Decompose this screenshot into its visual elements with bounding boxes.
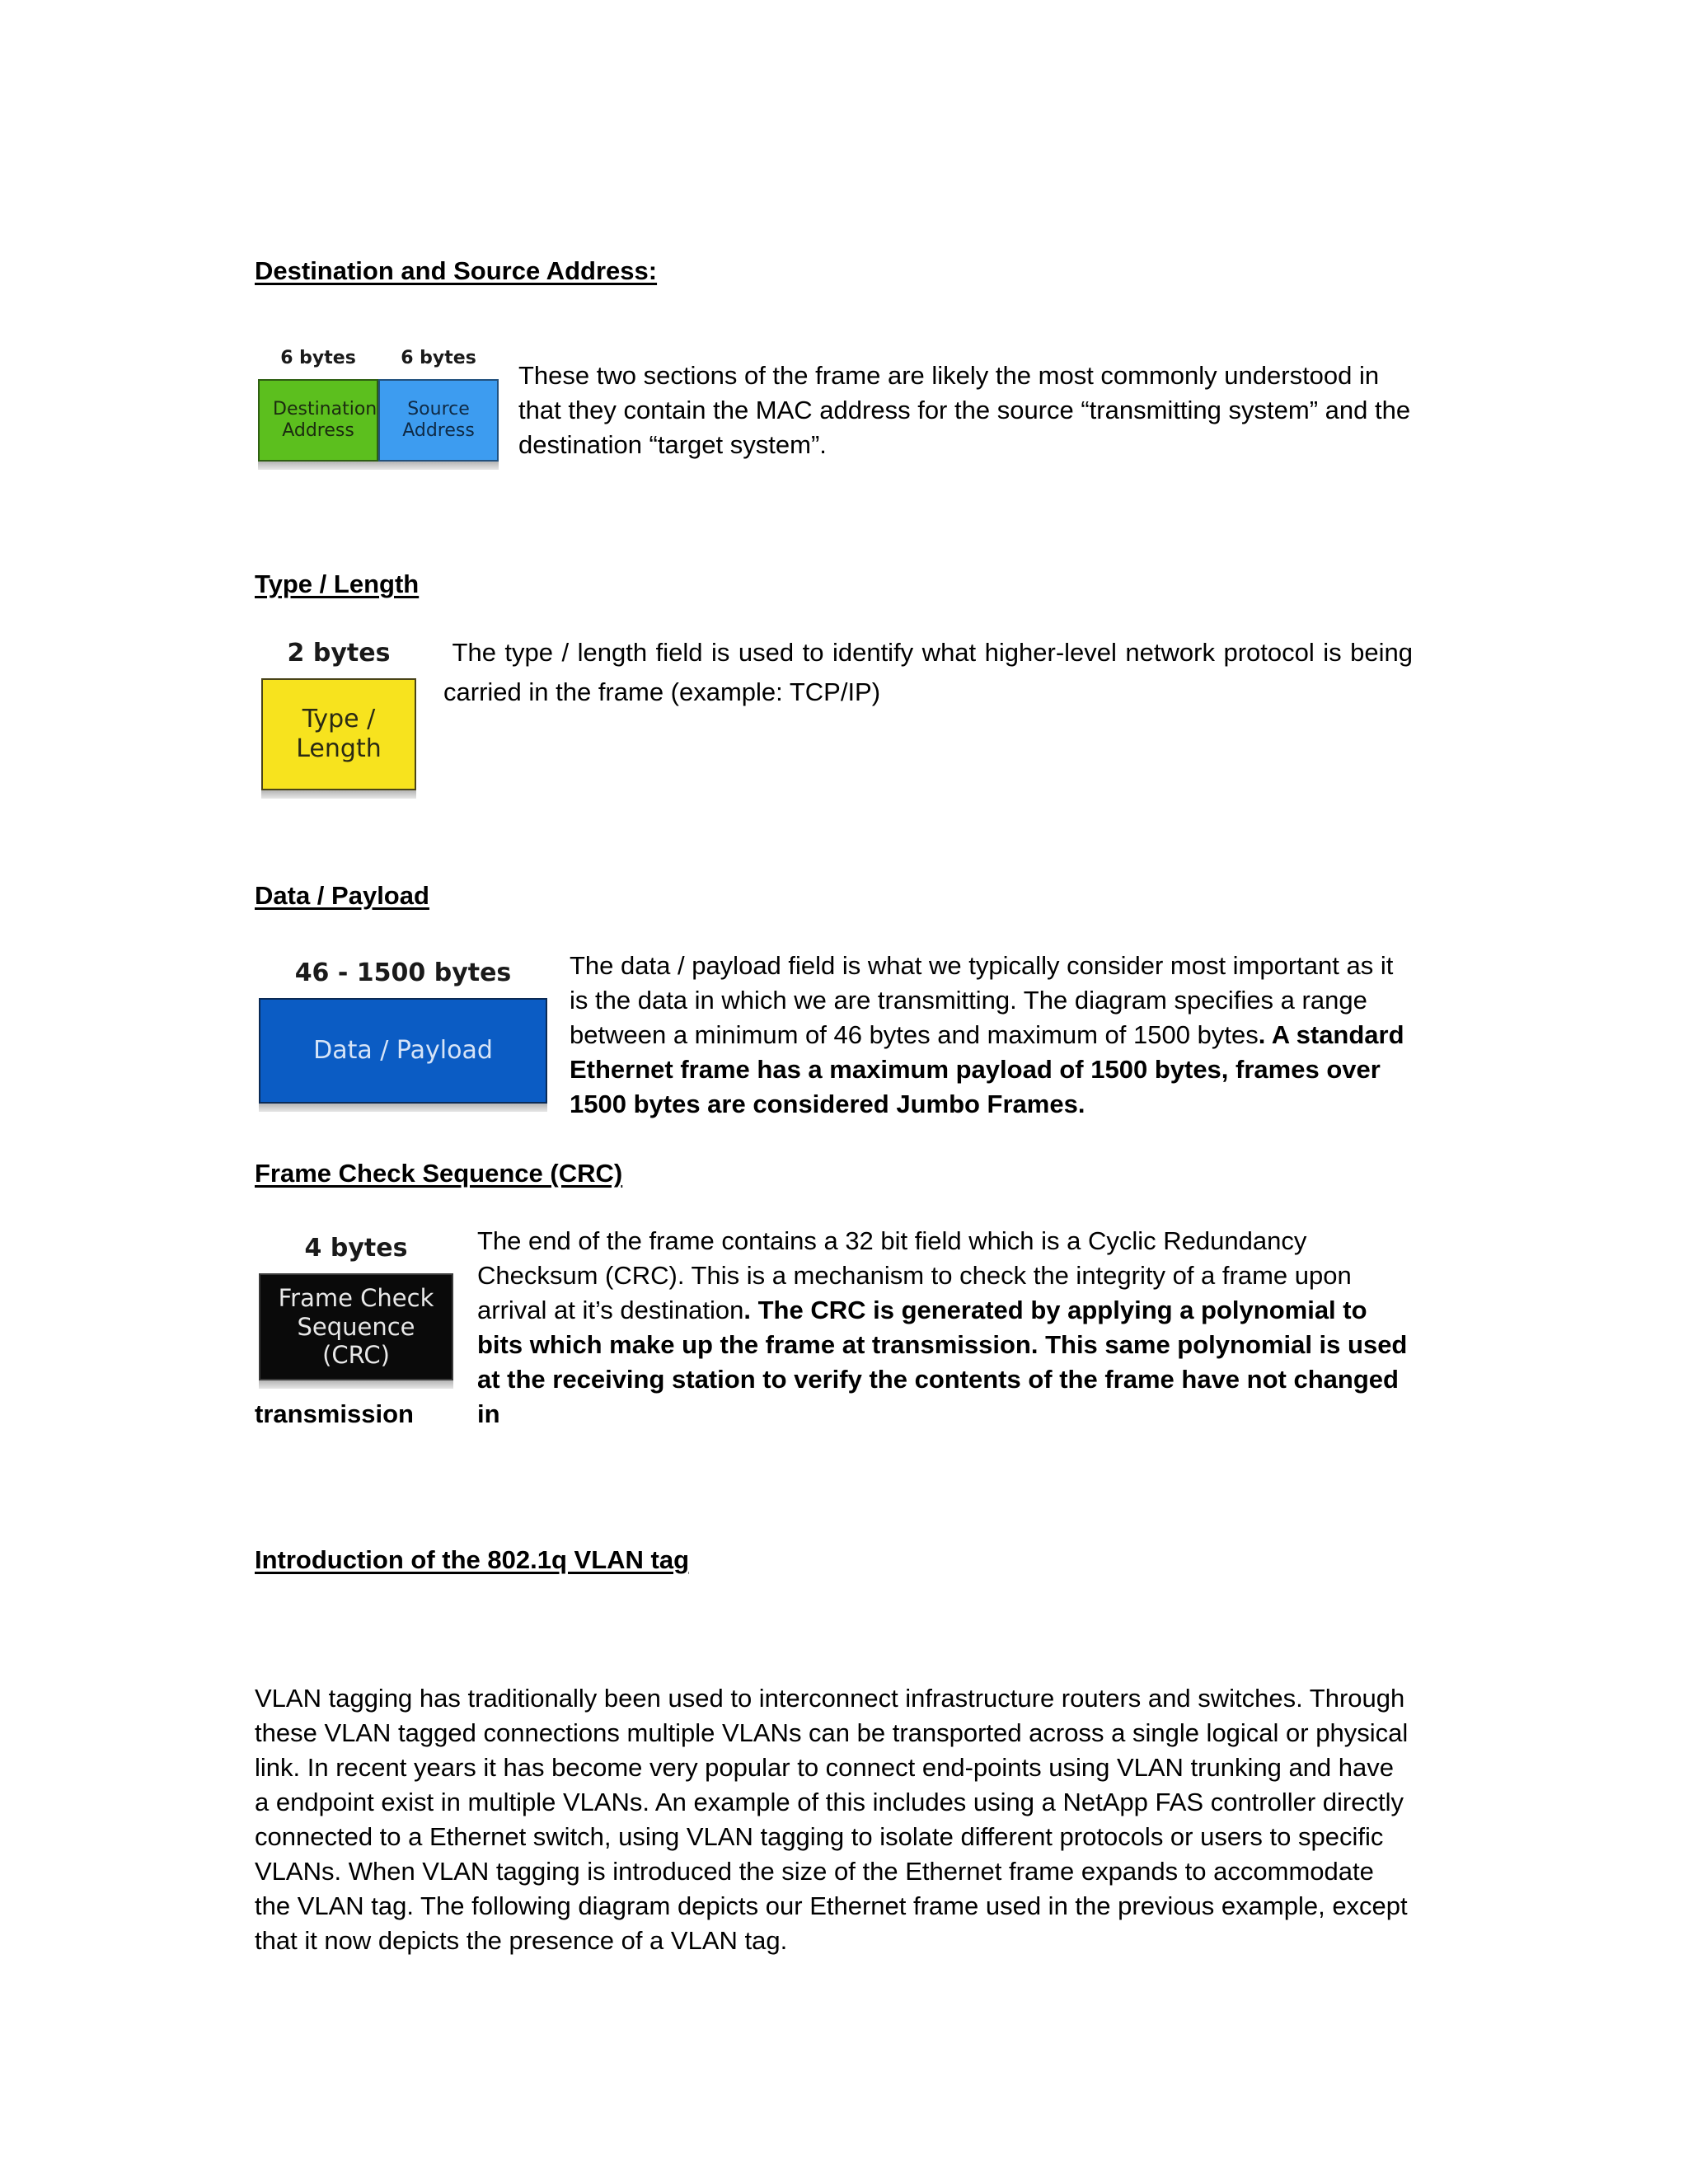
address-figure-shadow [258,462,499,470]
type-length-box [261,678,416,790]
heading-crc: Frame Check Sequence (CRC) [255,1159,623,1188]
type-length-bytes-label: 2 bytes [287,639,391,668]
payload-box [259,998,547,1104]
crc-bytes-label: 4 bytes [304,1234,408,1263]
destination-address-label: Destination Address [273,398,377,441]
destination-address-box [258,379,378,462]
type-length-figure [261,639,416,804]
source-address-label: Source Address [402,398,475,441]
heading-payload: Data / Payload [255,881,429,910]
payload-description-bold: . A standard Ethernet frame has a maximum payload of 1500 bytes, frames over 1500 bytes are considered Jumbo Frames. [570,1020,1404,1118]
type-length-description-text: The type / length field is used to identify what higher-level network protocol is being carried in the frame (example: TCP/IP) [443,638,1413,706]
source-address-box [378,379,499,462]
type-length-description [443,633,1413,712]
crc-description-bold: . The CRC is generated by applying a polynomial to bits which make up the frame at transmission. This same polynomial is used at the receiving station to verify the contents of the frame have not changed in [477,1296,1408,1428]
payload-description [570,949,1413,1122]
payload-box-label: Data / Payload [313,1036,493,1065]
heading-vlan: Introduction of the 802.1q VLAN tag [255,1545,690,1574]
address-description: These two sections of the frame are likely the most commonly understood in that they contain the MAC address for the source “transmitting system” and the destination “target system”. [518,361,1411,459]
crc-description-normal: The end of the frame contains a 32 bit field which is a Cyclic Redundancy Checksum (CRC). This is a mechanism to check the integrity of a frame upon arrival at it’s destination [477,1226,1352,1324]
crc-description [477,1224,1413,1432]
dest-bytes-label: 6 bytes [280,348,356,368]
payload-bytes-label: 46 - 1500 bytes [294,958,512,987]
type-length-figure-shadow [261,790,416,799]
type-length-box-label: Type / Length [296,705,382,763]
heading-address: Destination and Source Address: [255,256,658,285]
crc-figure [259,1234,453,1390]
heading-type-length: Type / Length [255,569,420,598]
address-figure [258,346,499,470]
crc-figure-shadow [259,1380,453,1389]
payload-description-normal: The data / payload field is what we typically consider most important as it is the data in which we are transmitting. The diagram specifies a range between a minimum of 46 bytes and maximum of 1500 bytes [570,951,1394,1049]
crc-box [259,1273,453,1380]
payload-figure-shadow [259,1104,547,1112]
crc-description-tail: transmission [255,1399,414,1428]
src-bytes-label: 6 bytes [401,348,476,368]
crc-box-label: Frame Check Sequence (CRC) [278,1283,434,1370]
payload-figure [259,958,547,1115]
vlan-description: VLAN tagging has traditionally been used to interconnect infrastructure routers and switches. Through these VLAN tagged connections multiple VLANs can be transported across a single logical or physical link. In recent years it has become very popular to connect end-points using VLAN trunking and have a endpoint exist in multiple VLANs. An example of this includes using a NetApp FAS controller directly connected to a Ethernet switch, using VLAN tagging to isolate different protocols or users to specific VLANs. When VLAN tagging is introduced the size of the Ethernet frame expands to accommodate the VLAN tag. The following diagram depicts our Ethernet frame used in the previous example, except that it now depicts the presence of a VLAN tag. [255,1684,1409,1955]
